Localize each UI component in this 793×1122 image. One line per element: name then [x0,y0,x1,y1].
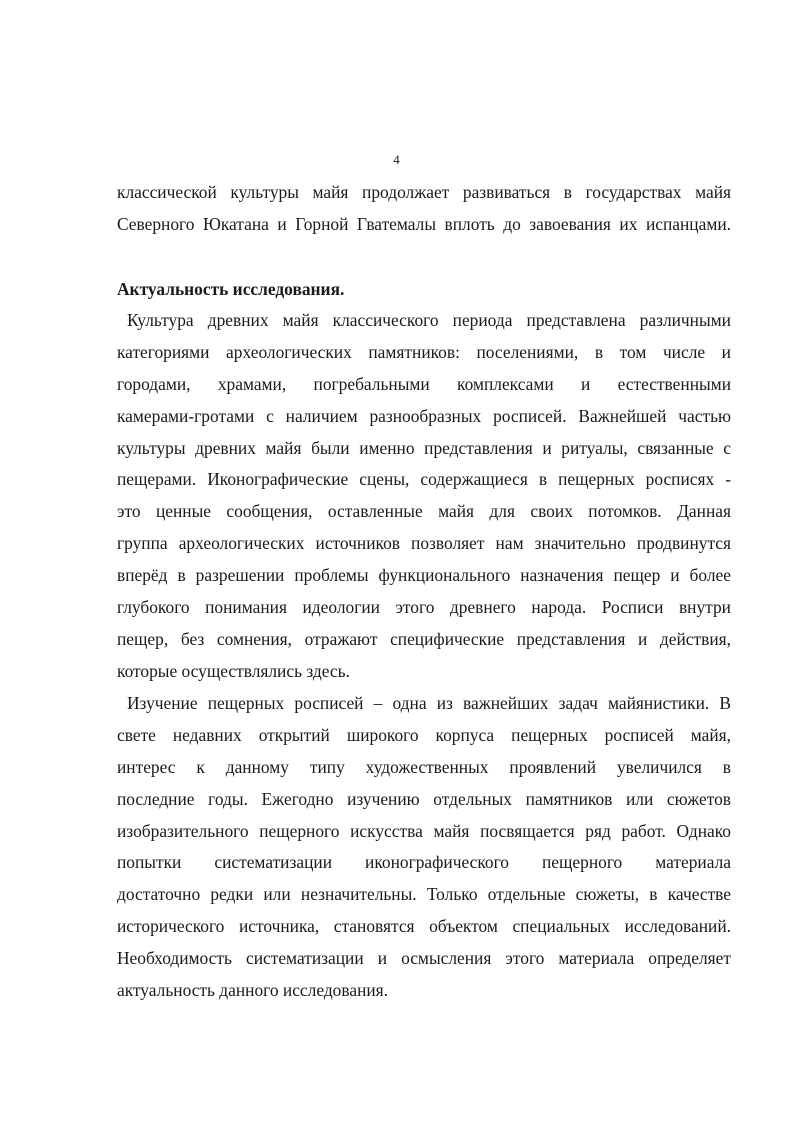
text-line: Культура древних майя классического периода представлена различными [127,310,731,330]
text-line: классической культуры майя продолжает развиваться в государствах майя [117,182,731,202]
text-line: это ценные сообщения, оставленные майя для своих потомков. Данная [117,501,731,522]
text-line: интерес к данному типу художественных проявлений увеличился в [117,756,731,777]
section-heading: Актуальность исследования. [117,279,345,299]
text-line: глубокого понимания идеологии этого древнего народа. Росписи внутри [117,597,731,618]
paragraph-relevance [117,305,731,688]
text-line: Северного Юкатана и Горной Гватемалы вплоть до завоевания их испанцами. [117,213,731,234]
text-line: которые осуществлялись здесь. [117,660,350,681]
text-line: камерами-гротами с наличием разнообразных росписей. Важнейшей частью [117,405,731,426]
text-line: городами, храмами, погребальными комплексами и естественными [117,373,731,394]
text-line: Необходимость систематизации и осмысления этого материала определяет [117,948,731,969]
intro-paragraph [117,177,731,241]
text-line: Изучение пещерных росписей – одна из важнейших задач майянистики. В [127,693,731,713]
page-number: 4 [393,152,400,167]
text-line: пещерами. Иконографические сцены, содержащиеся в пещерных росписях - [117,469,731,490]
text-line: вперёд в разрешении проблемы функционального назначения пещер и более [117,565,731,586]
text-line: изобразительного пещерного искусства майя посвящается ряд работ. Однако [117,820,731,841]
text-line: культуры древних майя были именно представления и ритуалы, связанные с [117,437,731,458]
text-line: группа археологических источников позволяет нам значительно продвинутся [117,533,731,554]
paragraph-cave-paintings [117,688,731,1007]
text-line: попытки систематизации иконографического пещерного материала [117,852,731,873]
text-line: последние годы. Ежегодно изучению отдельных памятников или сюжетов [117,788,731,809]
text-line: категориями археологических памятников: поселениями, в том числе и [117,341,731,362]
text-line: достаточно редки или незначительны. Только отдельные сюжеты, в качестве [117,884,731,905]
text-line: исторического источника, становятся объектом специальных исследований. [117,916,731,937]
text-line: актуальность данного исследования. [117,980,389,1001]
text-line: свете недавних открытий широкого корпуса пещерных росписей майя, [117,724,731,745]
text-line: пещер, без сомнения, отражают специфические представления и действия, [117,628,731,649]
